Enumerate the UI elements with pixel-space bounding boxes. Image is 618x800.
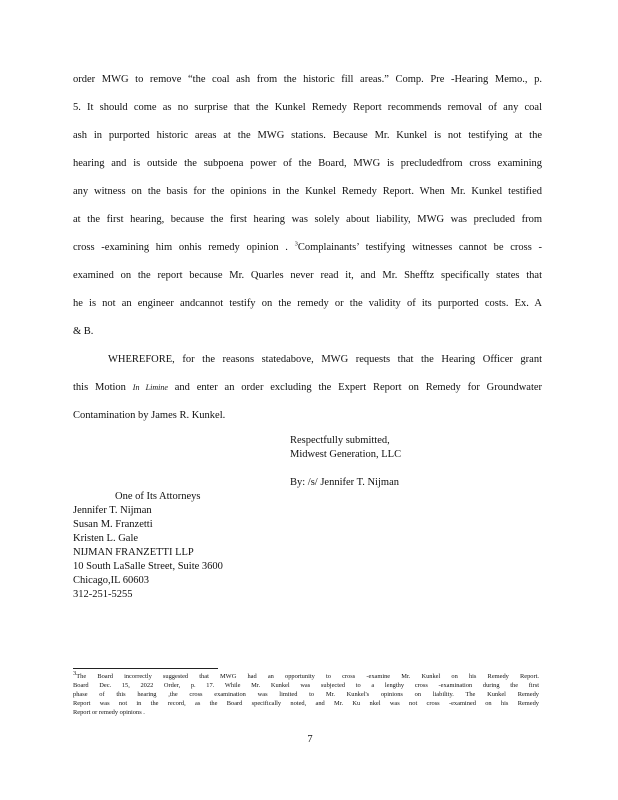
firm-street: 10 South LaSalle Street, Suite 3600 bbox=[73, 561, 223, 572]
firm-city: Chicago,IL 60603 bbox=[73, 575, 150, 586]
footnote-line-1 bbox=[73, 669, 539, 682]
signature-by-line: By: /s/ Jennifer T. Nijman bbox=[290, 477, 399, 488]
wherefore-line-1: WHEREFORE, for the reasons statedabove, MWG requests that the Hearing Officer grant bbox=[108, 354, 542, 365]
footnote-line-4: Report was not in the record, as the Board specifically noted, and Mr. Ku nkel was not cross -examined on his Remedy bbox=[73, 700, 539, 707]
attorneys-role: One of Its Attorneys bbox=[115, 491, 201, 502]
wherefore-line-3: Contamination by James R. Kunkel. bbox=[73, 410, 226, 421]
body-line-8: examined on the report because Mr. Quarles never read it, and Mr. Shefftz specifically states that bbox=[73, 270, 542, 281]
wherefore-line-2-after: and enter an order excluding the Expert Report on Remedy for Groundwater bbox=[174, 382, 543, 393]
body-line-4: hearing and is outside the subpoena power of the Board, MWG is precludedfrom cross examining bbox=[73, 158, 542, 169]
wherefore-line-2 bbox=[73, 381, 542, 395]
footnote-marker: 3 bbox=[73, 669, 77, 677]
attorney-name-3: Kristen L. Gale bbox=[73, 533, 139, 544]
body-line-7-tail: Complainants’ testifying witnesses cannot be cross - bbox=[297, 242, 543, 253]
footnote-line-2: Board Dec. 15, 2022 Order, p. 17. While Mr. Kunkel was subjected to a lengthy cross -examination during the first bbox=[73, 682, 539, 689]
signature-party: Midwest Generation, LLC bbox=[290, 449, 402, 460]
body-line-3: ash in purported historic areas at the MWG stations. Because Mr. Kunkel is not testifying at the bbox=[73, 130, 542, 141]
wherefore-line-2-before: this Motion bbox=[73, 382, 126, 393]
in-limine-italic: In Limine bbox=[132, 383, 168, 392]
body-line-2: 5. It should come as no surprise that the Kunkel Remedy Report recommends removal of any coal bbox=[73, 102, 542, 113]
attorney-name-1: Jennifer T. Nijman bbox=[73, 505, 152, 516]
attorney-name-2: Susan M. Franzetti bbox=[73, 519, 153, 530]
body-line-5: any witness on the basis for the opinions in the Kunkel Remedy Report. When Mr. Kunkel testified bbox=[73, 186, 542, 197]
firm-name: NIJMAN FRANZETTI LLP bbox=[73, 547, 194, 558]
body-line-7-head: cross -examining him onhis remedy opinion . bbox=[73, 242, 288, 253]
footnote-line-5: Report or remedy opinions . bbox=[73, 709, 145, 716]
footnote-reference: 3 bbox=[294, 240, 298, 248]
body-line-10: & B. bbox=[73, 326, 94, 337]
footnote-line-1-text: The Board incorrectly suggested that MWG had an opportunity to cross -examine Mr. Kunkel on his Remedy Report. bbox=[76, 673, 539, 680]
signature-closing: Respectfully submitted, bbox=[290, 435, 390, 446]
body-line-6: at the first hearing, because the first hearing was solely about liability, MWG was precluded from bbox=[73, 214, 542, 225]
firm-phone: 312-251-5255 bbox=[73, 589, 133, 600]
body-line-1: order MWG to remove “the coal ash from the historic fill areas.” Comp. Pre -Hearing Memo., p. bbox=[73, 74, 542, 85]
body-line-9: he is not an engineer andcannot testify on the remedy or the validity of its purported costs. Ex. A bbox=[73, 298, 542, 309]
body-line-7 bbox=[73, 241, 542, 255]
page-number: 7 bbox=[307, 734, 313, 745]
footnote-divider bbox=[73, 668, 218, 669]
footnote-line-3: phase of this hearing ,the cross examination was limited to Mr. Kunkel's opinions on liability. The Kunkel Remedy bbox=[73, 691, 539, 698]
